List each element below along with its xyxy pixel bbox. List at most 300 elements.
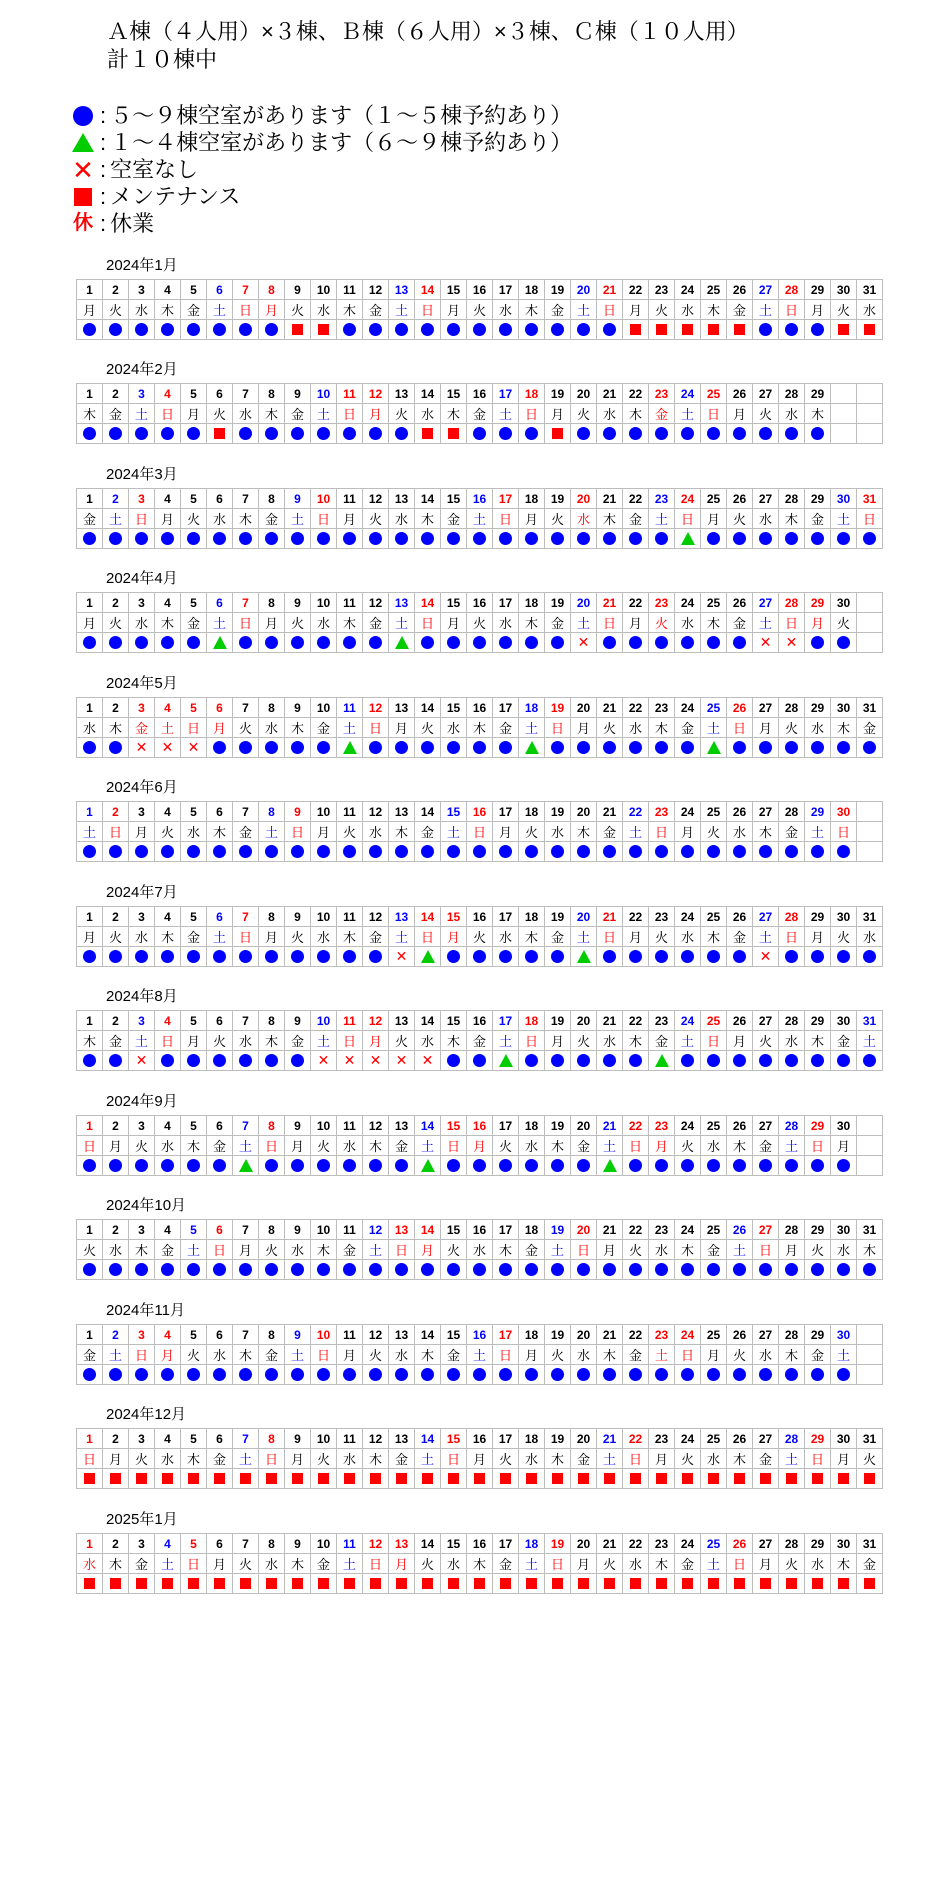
date-cell: 2 [103, 1220, 129, 1240]
weekday-cell: 火 [389, 404, 415, 424]
status-cell [597, 1156, 623, 1176]
month-calendar [76, 779, 883, 862]
vacancy-many-icon [369, 636, 382, 649]
date-cell: 1 [77, 802, 103, 822]
date-cell: 27 [753, 1011, 779, 1031]
weekday-cell: 月 [571, 718, 597, 738]
date-cell: 30 [831, 698, 857, 718]
weekday-cell: 火 [207, 404, 233, 424]
date-cell: 20 [571, 280, 597, 300]
availability-table [76, 1428, 883, 1489]
legend-item-cross [66, 156, 572, 183]
date-cell: 10 [311, 907, 337, 927]
weekday-cell: 木 [233, 509, 259, 529]
weekday-cell: 水 [155, 1449, 181, 1469]
status-cell [285, 633, 311, 653]
weekday-cell: 火 [77, 1240, 103, 1260]
weekday-row [77, 927, 883, 947]
date-cell: 3 [129, 384, 155, 404]
maintenance-icon [838, 324, 849, 335]
weekday-cell: 月 [623, 613, 649, 633]
status-cell [571, 529, 597, 549]
vacancy-many-icon [291, 1054, 304, 1067]
status-cell [311, 424, 337, 444]
vacancy-many-icon [733, 1159, 746, 1172]
weekday-cell: 土 [467, 1345, 493, 1365]
weekday-cell: 月 [545, 404, 571, 424]
date-cell: 8 [259, 1534, 285, 1554]
date-cell: 28 [779, 384, 805, 404]
status-cell [389, 738, 415, 758]
date-cell: 3 [129, 1220, 155, 1240]
status-cell [129, 1051, 155, 1071]
date-cell: 12 [363, 593, 389, 613]
vacancy-many-icon [135, 636, 148, 649]
date-cell: 21 [597, 1429, 623, 1449]
date-cell: 19 [545, 280, 571, 300]
date-cell: 16 [467, 280, 493, 300]
vacancy-many-icon [369, 532, 382, 545]
vacancy-many-icon [837, 741, 850, 754]
date-row [77, 907, 883, 927]
weekday-cell: 日 [415, 927, 441, 947]
status-cell [493, 947, 519, 967]
vacancy-few-icon [603, 1159, 617, 1172]
maintenance-icon [786, 1578, 797, 1589]
maintenance-icon [162, 1473, 173, 1484]
date-cell: 17 [493, 1325, 519, 1345]
weekday-cell: 月 [805, 613, 831, 633]
weekday-cell: 土 [363, 1240, 389, 1260]
date-cell: 8 [259, 1325, 285, 1345]
weekday-cell: 水 [857, 927, 883, 947]
date-cell: 31 [857, 1534, 883, 1554]
date-cell: 31 [857, 489, 883, 509]
vacancy-many-icon [135, 427, 148, 440]
status-cell [207, 424, 233, 444]
status-cell [545, 633, 571, 653]
maintenance-icon [266, 1473, 277, 1484]
status-row [77, 1051, 883, 1071]
weekday-cell: 土 [285, 509, 311, 529]
weekday-cell: 土 [103, 1345, 129, 1365]
weekday-cell: 月 [155, 1345, 181, 1365]
date-cell: 12 [363, 1534, 389, 1554]
status-cell [779, 947, 805, 967]
maintenance-icon [292, 324, 303, 335]
vacancy-many-icon [239, 741, 252, 754]
weekday-cell: 木 [649, 718, 675, 738]
status-cell [389, 633, 415, 653]
date-cell: 19 [545, 1429, 571, 1449]
status-row [77, 320, 883, 340]
weekday-cell: 金 [831, 1031, 857, 1051]
date-cell: 7 [233, 1116, 259, 1136]
weekday-cell: 水 [519, 1449, 545, 1469]
vacancy-many-icon [343, 323, 356, 336]
status-cell [363, 1365, 389, 1385]
status-cell [493, 529, 519, 549]
date-cell: 25 [701, 1325, 727, 1345]
date-cell: 3 [129, 1011, 155, 1031]
vacancy-many-icon [629, 636, 642, 649]
status-cell [857, 1051, 883, 1071]
month-calendar [76, 466, 883, 549]
date-cell: 10 [311, 1534, 337, 1554]
date-cell: 1 [77, 1220, 103, 1240]
status-cell [415, 424, 441, 444]
status-cell [441, 1574, 467, 1594]
vacancy-many-icon [473, 1263, 486, 1276]
weekday-cell: 水 [129, 300, 155, 320]
weekday-cell: 水 [181, 822, 207, 842]
vacancy-many-icon [785, 1263, 798, 1276]
date-cell: 9 [285, 1011, 311, 1031]
date-cell: 13 [389, 593, 415, 613]
weekday-cell: 木 [415, 509, 441, 529]
status-cell [155, 1574, 181, 1594]
weekday-cell: 水 [259, 1554, 285, 1574]
date-cell: 26 [727, 1325, 753, 1345]
status-cell [103, 424, 129, 444]
date-cell: 6 [207, 802, 233, 822]
date-cell: 25 [701, 280, 727, 300]
weekday-cell: 日 [363, 1554, 389, 1574]
status-cell [415, 1051, 441, 1071]
date-cell: 27 [753, 907, 779, 927]
status-cell [181, 842, 207, 862]
date-cell: 11 [337, 280, 363, 300]
vacancy-many-icon [213, 532, 226, 545]
date-cell: 1 [77, 698, 103, 718]
date-cell: 21 [597, 1116, 623, 1136]
date-row [77, 1011, 883, 1031]
weekday-cell: 月 [389, 718, 415, 738]
date-cell: 6 [207, 1534, 233, 1554]
weekday-cell: 木 [415, 1345, 441, 1365]
vacancy-many-icon [83, 1159, 96, 1172]
weekday-cell: 月 [337, 509, 363, 529]
date-cell: 23 [649, 1429, 675, 1449]
date-row [77, 1325, 883, 1345]
vacancy-many-icon [109, 1159, 122, 1172]
date-cell: 21 [597, 489, 623, 509]
month-title: 2024年11月 [106, 1302, 185, 1319]
vacancy-many-icon [83, 950, 96, 963]
date-cell: 5 [181, 1429, 207, 1449]
weekday-cell: 月 [805, 300, 831, 320]
weekday-cell: 日 [155, 1031, 181, 1051]
weekday-cell: 火 [441, 1240, 467, 1260]
vacancy-many-icon [733, 1368, 746, 1381]
month-title: 2024年6月 [106, 779, 178, 796]
date-cell: 26 [727, 802, 753, 822]
date-cell: 8 [259, 1011, 285, 1031]
date-cell: 10 [311, 489, 337, 509]
status-cell [623, 738, 649, 758]
maintenance-icon [656, 1578, 667, 1589]
date-cell: 15 [441, 1429, 467, 1449]
status-cell [779, 529, 805, 549]
status-cell [675, 1156, 701, 1176]
weekday-cell: 金 [181, 613, 207, 633]
weekday-cell: 水 [311, 300, 337, 320]
maintenance-icon [812, 1578, 823, 1589]
status-cell [805, 1051, 831, 1071]
status-cell [727, 320, 753, 340]
vacancy-many-icon [525, 1368, 538, 1381]
vacancy-many-icon [265, 1159, 278, 1172]
vacancy-many-icon [187, 636, 200, 649]
status-cell [649, 1365, 675, 1385]
vacancy-many-icon [473, 741, 486, 754]
vacancy-many-icon [629, 427, 642, 440]
weekday-cell: 日 [545, 718, 571, 738]
status-cell [727, 947, 753, 967]
status-cell [571, 947, 597, 967]
date-cell: 4 [155, 1011, 181, 1031]
legend-colon: : [100, 211, 107, 236]
status-cell [415, 947, 441, 967]
date-cell: 22 [623, 1116, 649, 1136]
date-cell: 20 [571, 384, 597, 404]
month-calendar [76, 1093, 883, 1176]
status-cell [363, 320, 389, 340]
weekday-cell: 火 [493, 1449, 519, 1469]
vacancy-many-icon [291, 532, 304, 545]
maintenance-icon [682, 1578, 693, 1589]
month-title: 2024年10月 [106, 1197, 187, 1214]
weekday-cell: 月 [103, 1136, 129, 1156]
weekday-cell [857, 613, 883, 633]
vacancy-many-icon [213, 323, 226, 336]
date-cell: 21 [597, 593, 623, 613]
status-cell [389, 529, 415, 549]
vacancy-many-icon [239, 1368, 252, 1381]
maintenance-icon [214, 428, 225, 439]
status-cell [77, 1156, 103, 1176]
weekday-cell: 木 [779, 509, 805, 529]
vacancy-many-icon [369, 845, 382, 858]
maintenance-icon [240, 1473, 251, 1484]
weekday-cell: 土 [129, 1031, 155, 1051]
vacancy-many-icon [499, 1368, 512, 1381]
date-cell: 21 [597, 384, 623, 404]
weekday-cell: 火 [103, 927, 129, 947]
weekday-cell: 土 [571, 927, 597, 947]
weekday-cell: 水 [623, 718, 649, 738]
maintenance-icon [136, 1578, 147, 1589]
status-cell [597, 529, 623, 549]
status-cell [805, 633, 831, 653]
date-cell: 3 [129, 802, 155, 822]
status-cell [233, 529, 259, 549]
status-cell [675, 424, 701, 444]
weekday-cell: 火 [649, 613, 675, 633]
vacancy-many-icon [447, 323, 460, 336]
status-cell [805, 1469, 831, 1489]
status-cell [441, 947, 467, 967]
weekday-cell: 火 [285, 300, 311, 320]
weekday-cell: 水 [207, 509, 233, 529]
status-cell [753, 424, 779, 444]
status-cell [571, 1469, 597, 1489]
vacancy-many-icon [161, 845, 174, 858]
date-cell: 14 [415, 907, 441, 927]
status-cell [753, 1156, 779, 1176]
date-cell: 27 [753, 489, 779, 509]
status-cell [389, 1469, 415, 1489]
weekday-cell: 金 [493, 1554, 519, 1574]
status-cell [389, 1156, 415, 1176]
weekday-cell: 木 [181, 1449, 207, 1469]
date-row [77, 698, 883, 718]
maintenance-icon [864, 324, 875, 335]
date-cell: 20 [571, 1325, 597, 1345]
weekday-cell: 日 [649, 822, 675, 842]
vacancy-many-icon [291, 1368, 304, 1381]
date-cell: 7 [233, 802, 259, 822]
weekday-cell: 木 [597, 1345, 623, 1365]
vacancy-many-icon [421, 1263, 434, 1276]
weekday-cell: 火 [753, 1031, 779, 1051]
date-cell: 9 [285, 802, 311, 822]
weekday-cell: 水 [571, 509, 597, 529]
status-cell [701, 320, 727, 340]
date-cell: 18 [519, 1011, 545, 1031]
date-cell: 19 [545, 489, 571, 509]
vacancy-many-icon [551, 532, 564, 545]
weekday-cell: 木 [467, 1554, 493, 1574]
vacancy-many-icon [317, 1368, 330, 1381]
status-cell [675, 947, 701, 967]
date-cell: 28 [779, 802, 805, 822]
availability-table [76, 1219, 883, 1280]
no-vacancy-icon: ✕ [72, 154, 94, 185]
weekday-cell: 金 [493, 718, 519, 738]
weekday-cell: 火 [831, 300, 857, 320]
vacancy-many-icon [707, 1054, 720, 1067]
status-cell [597, 424, 623, 444]
date-cell: 12 [363, 1116, 389, 1136]
date-cell: 7 [233, 384, 259, 404]
weekday-cell: 木 [259, 1031, 285, 1051]
vacancy-many-icon [525, 845, 538, 858]
date-cell: 31 [857, 1011, 883, 1031]
status-cell [337, 1156, 363, 1176]
status-cell [493, 1365, 519, 1385]
status-cell [649, 738, 675, 758]
vacancy-many-icon [551, 1159, 564, 1172]
date-cell: 22 [623, 802, 649, 822]
status-cell [779, 1260, 805, 1280]
vacancy-many-icon [837, 636, 850, 649]
weekday-cell: 金 [649, 1031, 675, 1051]
vacancy-many-icon [83, 1263, 96, 1276]
status-cell [311, 1051, 337, 1071]
date-cell: 7 [233, 489, 259, 509]
status-cell [493, 1574, 519, 1594]
date-cell: 11 [337, 384, 363, 404]
vacancy-many-icon [837, 845, 850, 858]
date-cell: 2 [103, 280, 129, 300]
date-cell: 25 [701, 1429, 727, 1449]
date-cell: 25 [701, 489, 727, 509]
weekday-cell: 木 [805, 404, 831, 424]
status-cell [727, 1574, 753, 1594]
vacancy-many-icon [343, 950, 356, 963]
vacancy-many-icon [135, 1368, 148, 1381]
date-cell: 31 [857, 280, 883, 300]
date-cell: 25 [701, 907, 727, 927]
status-cell [597, 1365, 623, 1385]
month-title: 2024年1月 [106, 257, 178, 274]
date-cell: 26 [727, 280, 753, 300]
date-cell: 22 [623, 384, 649, 404]
vacancy-many-icon [421, 741, 434, 754]
weekday-cell: 木 [545, 1136, 571, 1156]
weekday-cell: 月 [571, 1554, 597, 1574]
weekday-cell: 金 [337, 1240, 363, 1260]
date-cell: 10 [311, 280, 337, 300]
vacancy-many-icon [811, 427, 824, 440]
date-cell: 6 [207, 593, 233, 613]
weekday-cell: 木 [701, 613, 727, 633]
date-cell: 26 [727, 907, 753, 927]
weekday-cell: 日 [441, 1449, 467, 1469]
date-cell: 28 [779, 593, 805, 613]
date-cell: 23 [649, 907, 675, 927]
vacancy-many-icon [317, 741, 330, 754]
weekday-cell: 日 [285, 822, 311, 842]
vacancy-many-icon [265, 1263, 278, 1276]
status-cell [337, 529, 363, 549]
maintenance-icon [630, 1578, 641, 1589]
vacancy-many-icon [707, 636, 720, 649]
status-cell [597, 633, 623, 653]
date-cell: 14 [415, 698, 441, 718]
status-cell [597, 1260, 623, 1280]
date-cell: 24 [675, 1429, 701, 1449]
date-cell: 20 [571, 1011, 597, 1031]
vacancy-many-icon [603, 427, 616, 440]
date-cell: 17 [493, 1534, 519, 1554]
status-cell [571, 633, 597, 653]
weekday-cell: 日 [623, 1136, 649, 1156]
date-cell: 20 [571, 1534, 597, 1554]
status-cell [649, 842, 675, 862]
weekday-cell: 月 [285, 1449, 311, 1469]
date-cell: 21 [597, 1325, 623, 1345]
date-cell: 5 [181, 384, 207, 404]
vacancy-many-icon [837, 532, 850, 545]
date-row [77, 384, 883, 404]
status-cell [623, 1365, 649, 1385]
weekday-cell: 月 [77, 613, 103, 633]
vacancy-many-icon [161, 1159, 174, 1172]
status-cell [441, 1469, 467, 1489]
date-cell: 30 [831, 1220, 857, 1240]
weekday-cell: 木 [77, 1031, 103, 1051]
weekday-cell: 土 [441, 822, 467, 842]
availability-table [76, 383, 883, 444]
status-cell [285, 1156, 311, 1176]
status-cell [623, 1260, 649, 1280]
status-cell [389, 1574, 415, 1594]
vacancy-many-icon [733, 636, 746, 649]
vacancy-many-icon [109, 845, 122, 858]
weekday-cell: 月 [701, 1345, 727, 1365]
